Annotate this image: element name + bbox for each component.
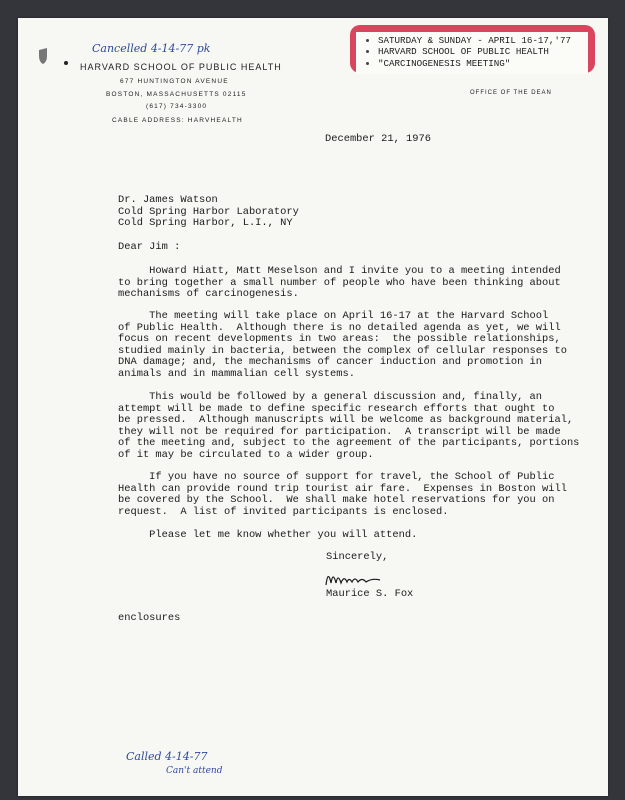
handwritten-called-note: Called 4-14-77 — [126, 750, 208, 763]
letterhead-cable: CABLE ADDRESS: HARVHEALTH — [112, 117, 243, 124]
letterhead-phone: (617) 734-3300 — [146, 103, 208, 110]
letterhead-institution: HARVARD SCHOOL OF PUBLIC HEALTH — [80, 62, 282, 72]
paragraph-rsvp: Please let me know whether you will attend. — [118, 529, 418, 541]
handwritten-cant-attend-note: Can't attend — [166, 766, 223, 776]
label-line-title: "CARCINOGENESIS MEETING" — [378, 58, 511, 69]
handwritten-cancelled-note: Cancelled 4-14-77 pk — [92, 42, 211, 55]
paragraph-discussion: This would be followed by a general discussion and, finally, an attempt will be made to define specific research efforts that ought to be pressed. Although manuscripts will be welcome as background material, they will not be required for participation. A transcript will be made of the meeting and, subject to the agreement of the participants, portions of it may be circulated to a wider group. — [118, 391, 580, 461]
label-line-venue: HARVARD SCHOOL OF PUBLIC HEALTH — [378, 46, 549, 57]
recipient-org: Cold Spring Harbor Laboratory — [118, 205, 299, 218]
salutation: Dear Jim : — [118, 241, 181, 253]
letterhead-city: BOSTON, MASSACHUSETTS 02115 — [106, 91, 247, 98]
paragraph-meeting-details: The meeting will take place on April 16-17 at the Harvard School of Public Health. Although there is no detailed agenda as yet, we will focus on recent developments in two areas: the possible relationships, studied mainly in bacteria, between the complex of cellular responses to DNA damage; and, the mechanisms of cancer induction and promotion in animals and in mammalian cell systems. — [118, 310, 567, 380]
label-bullet — [366, 50, 369, 53]
closing: Sincerely, — [326, 551, 389, 563]
enclosures-note: enclosures — [118, 612, 181, 624]
label-bullet — [366, 39, 369, 42]
office-of-dean: OFFICE OF THE DEAN — [470, 90, 552, 96]
recipient-name: Dr. James Watson — [118, 194, 218, 206]
label-line-dates: SATURDAY & SUNDAY - APRIL 16-17,'77 — [378, 35, 571, 46]
recipient-address — [118, 195, 299, 230]
paragraph-travel-support: If you have no source of support for travel, the School of Public Health can provide round trip tourist air fare. Expenses in Boston will be covered by the School. We shall make hotel reservations for you on request. A list of invited participants is enclosed. — [118, 471, 567, 518]
paragraph-invitation: Howard Hiatt, Matt Meselson and I invite you to a meeting intended to bring together a small number of people who have been thinking about mechanisms of carcinogenesis. — [118, 265, 561, 301]
label-bullet — [366, 62, 369, 65]
letter-date: December 21, 1976 — [325, 133, 432, 145]
letterhead-street: 677 HUNTINGTON AVENUE — [120, 78, 229, 85]
signer-name: Maurice S. Fox — [326, 588, 414, 600]
recipient-place: Cold Spring Harbor, L.I., NY — [118, 217, 293, 230]
harvard-shield-icon — [36, 44, 76, 74]
